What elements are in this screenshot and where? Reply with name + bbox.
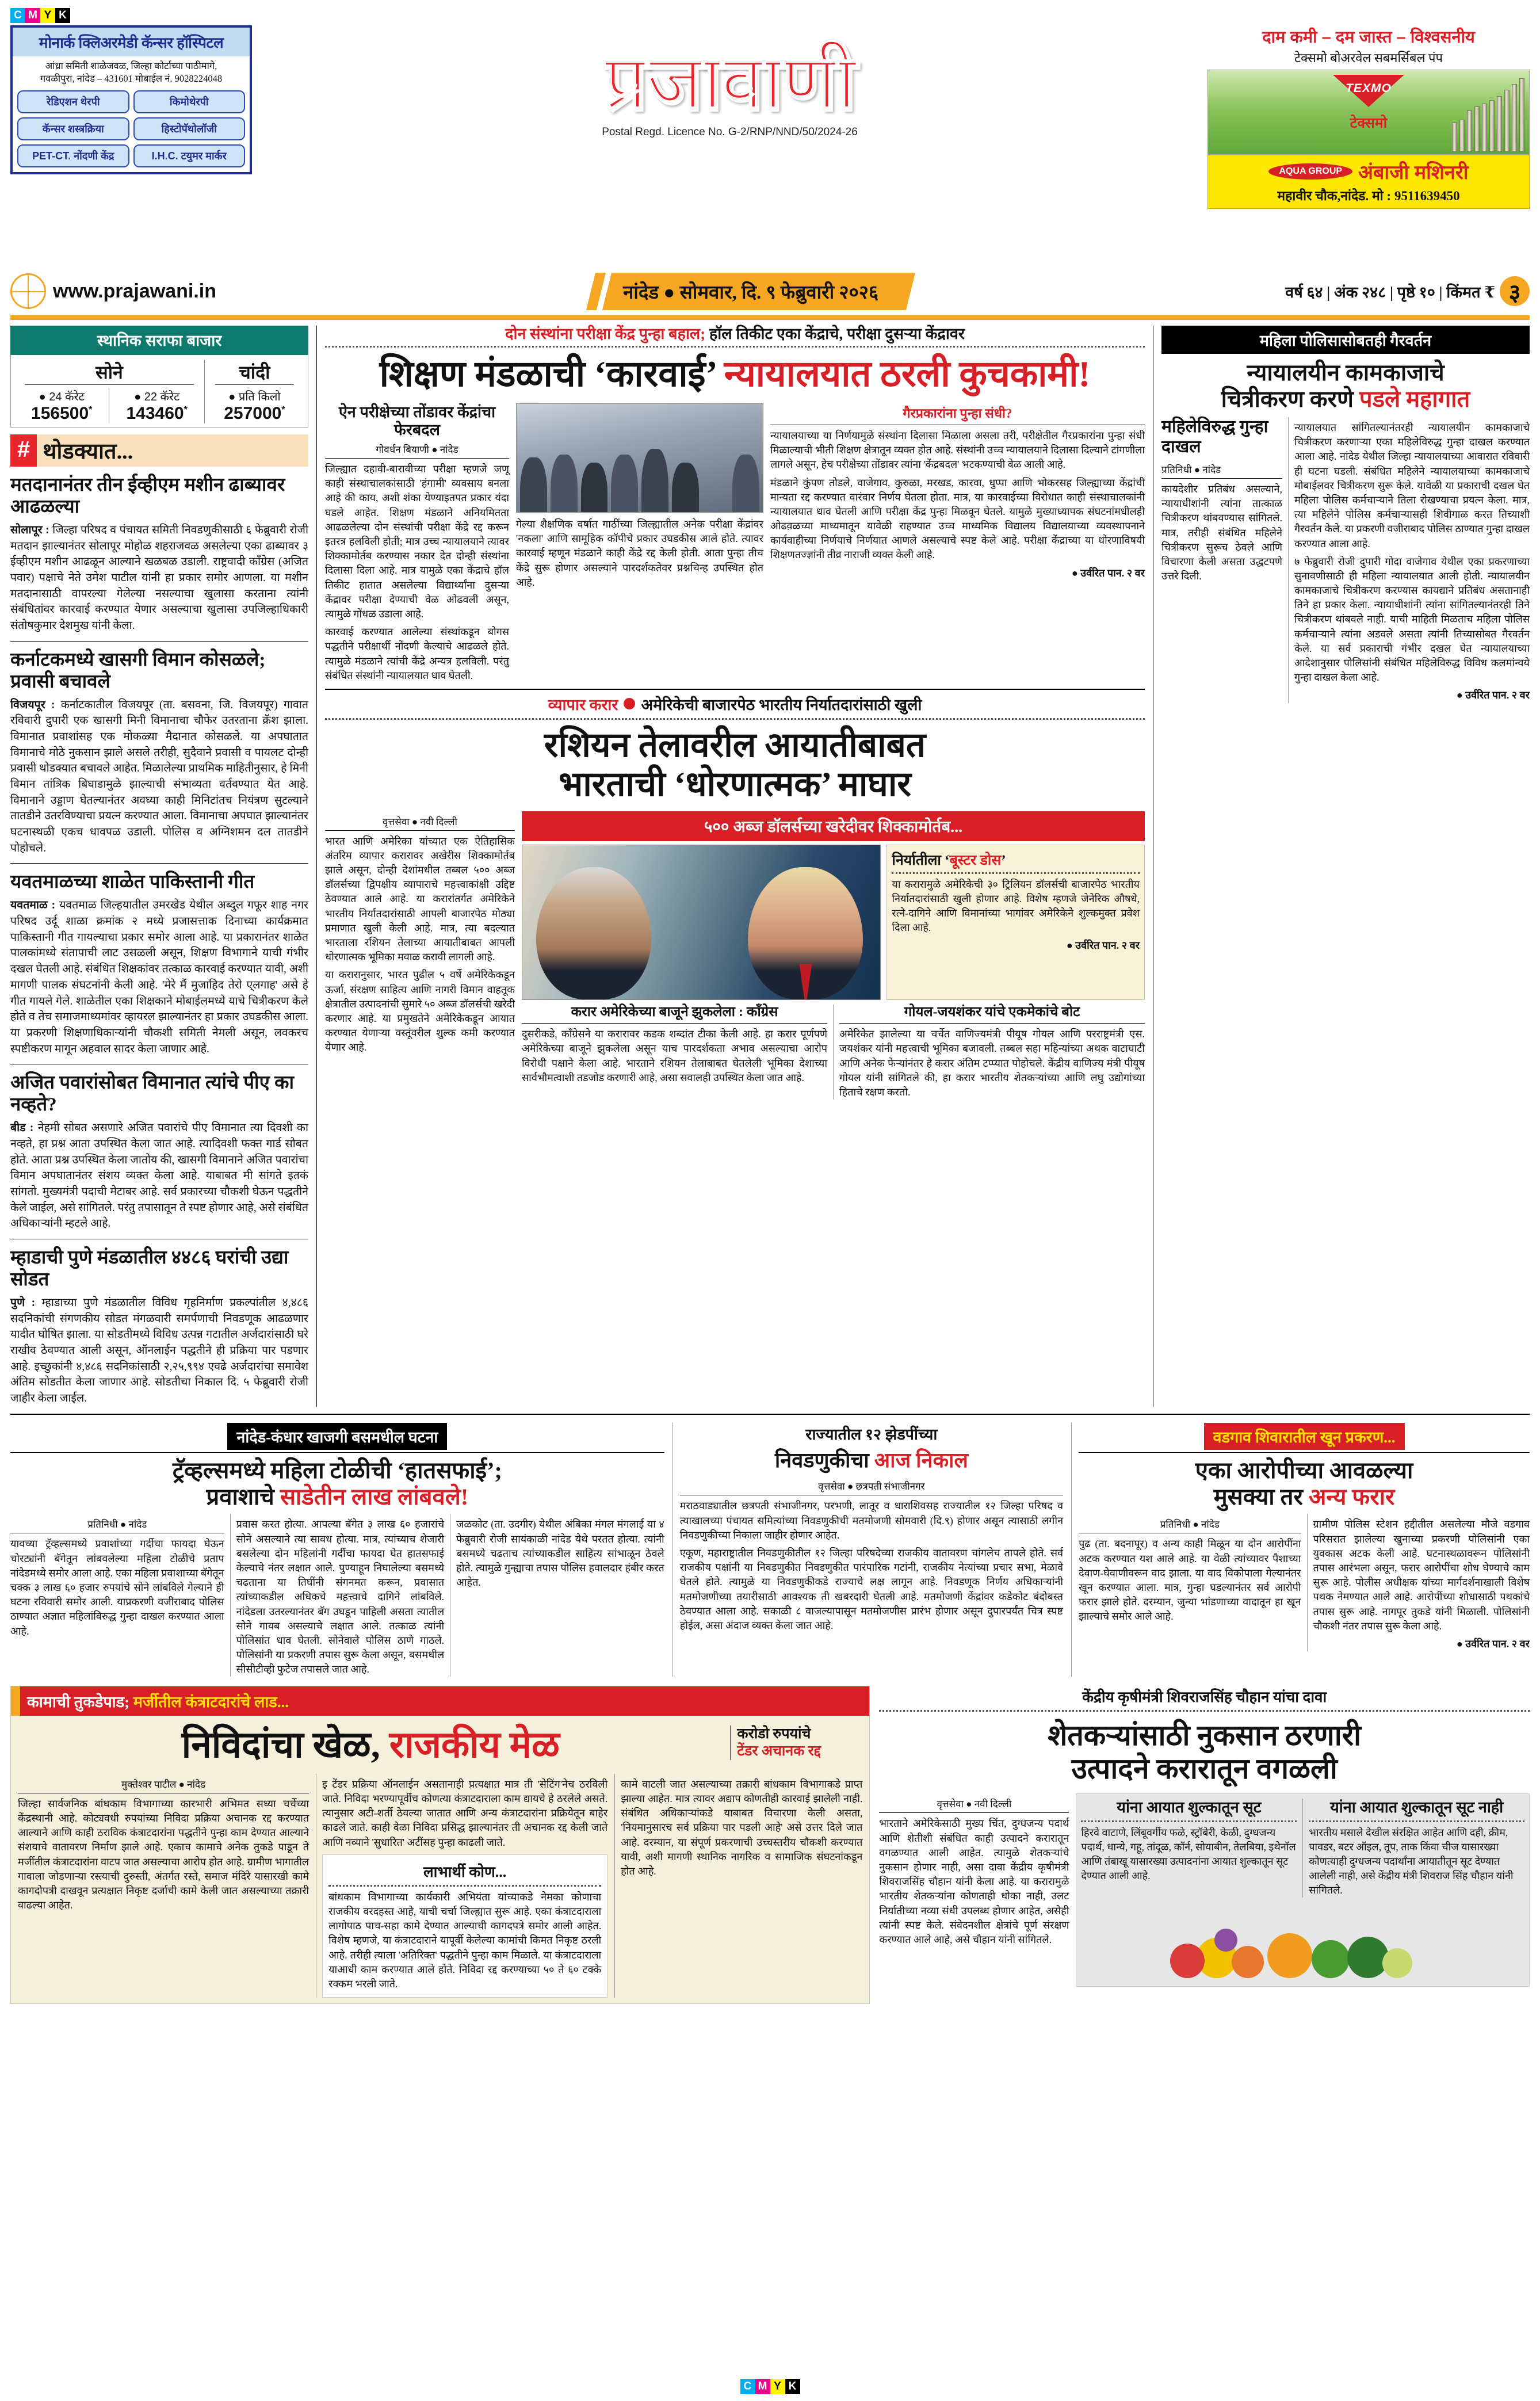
murder-head-line-2-red: अन्य फरार xyxy=(1308,1484,1395,1510)
lead-headline-red: न्यायालयात ठरली कुचकामी! xyxy=(724,353,1091,394)
tender-byline: मुक्तेश्वर पाटील ● नांदेड xyxy=(121,1778,206,1790)
texmo-product: टेक्समो बोअरवेल सबमर्सिबल पंप xyxy=(1294,51,1443,65)
tariff-not-exempt-col xyxy=(1302,1799,1524,1898)
court-col-2 xyxy=(1288,417,1530,703)
lead-box-body: न्यायालयाच्या या निर्णयामुळे संस्थांना दिलासा मिळाला असला तरी, परीक्षेतील गैरप्रकारांना पुन्हा संधी मिळाल्याची भीती शिक्षण क्षेत्रातून व्यक्त होत आहे. संस्थांनी उच्च न्यायालयाने दिलासा दिल्याने टांगणीला लागले असून, हेच परीक्षेच्या तोंडावर त्यांना 'केंद्रबदल' भटकण्याची वेळ आली आहे. xyxy=(770,429,1145,471)
texmo-dealer-strip xyxy=(1207,155,1530,209)
left-sidebar xyxy=(10,326,308,1407)
hospital-address-line-1: आंध्रा समिती शाळेजवळ, जिल्हा कोर्टाच्या पाठीमागे, xyxy=(45,60,217,71)
bus-story-band: नांदेड-कंधार खाजगी बसमधील घटना xyxy=(227,1423,447,1450)
brief-dateline: विजयपूर : xyxy=(10,698,55,711)
tender-head-black: निविदांचा खेळ, xyxy=(181,1724,380,1766)
pump-illustration xyxy=(1452,78,1524,152)
tender-band xyxy=(11,1686,869,1716)
service-ihc: I.H.C. टयुमर मार्कर xyxy=(133,144,246,167)
price-badge: ३ xyxy=(1500,276,1530,306)
main-content xyxy=(10,326,1530,1407)
bottom-band xyxy=(10,1686,1530,2004)
lead-col-1 xyxy=(325,403,509,683)
kisan-headline xyxy=(879,1712,1530,1790)
texmo-image xyxy=(1207,70,1530,155)
cmyk-m-bottom: M xyxy=(755,2379,770,2394)
kisan-head-line-2: उत्पादने करारातून वगळली xyxy=(1071,1753,1338,1785)
bus-head-line-2-black: प्रवाशाचे xyxy=(206,1484,274,1510)
hospital-services-grid xyxy=(13,88,250,167)
service-radiation: रेडिएशन थेरपी xyxy=(17,90,129,113)
brief-dateline: सोलापूर : xyxy=(10,524,49,536)
murder-story-headline xyxy=(1079,1453,1530,1514)
cmyk-c: C xyxy=(10,8,25,23)
brief-headline: म्हाडाची पुणे मंडळातील ४४८६ घरांची उद्या सोडत xyxy=(10,1247,289,1290)
trade-story xyxy=(325,690,1145,1100)
date-bar xyxy=(10,269,1530,313)
sarafa-heading: स्थानिक सराफा बाजार xyxy=(10,326,308,355)
murder-byline: प्रतिनिधी ● नांदेड xyxy=(1160,1519,1220,1530)
court-story-band: महिला पोलिसासोबतही गैरवर्तन xyxy=(1161,326,1530,354)
tariff-exempt-col xyxy=(1081,1799,1297,1898)
court-story-headline xyxy=(1161,354,1530,417)
tender-body-3: कामे वाटली जात असल्याच्या तक्रारी बांधकाम विभागाकडे प्राप्त झाल्या आहेत. मात्र त्यावर अद्याप कोणतीही कारवाई झालेली नाही. संबंधित अधिकाऱ्यांकडे याबाबत विचारणा केली असता, 'नियमानुसारच सर्व प्रक्रिया पार पडली आहे' असे उत्तर दिले जात आहे. दरम्यान, या संपूर्ण प्रकरणाची उच्चस्तरीय चौकशी करण्यात यावी, अशी मागणी स्थानिक नागरिक व सामाजिक संघटनांकडून होत आहे. xyxy=(621,1778,863,1877)
fruits-illustration xyxy=(1081,1901,1524,1982)
lead-body: जिल्ह्यात दहावी-बारावीच्या परीक्षा म्हणजे जणू काही संस्थाचालकांसाठी 'हंगामी' व्यवसाय बनला आहे की काय, अशी शंका येण्याइतपत प्रकार यंदा घडले आहेत. शिक्षण मंडळाने अनियमितता आढळलेल्या दोन संस्थांची परीक्षा केंद्रे रद्द करून इतरत्र हलविली होती; मात्र उच्च न्यायालयाने त्यावर शिक्कामोर्तब करण्यास नकार देत दोन्ही संस्थांना दिलासा दिला आहे. मात्र यामुळे एका केंद्राचे हॉल तिकीट हातात असलेल्या विद्यार्थ्यांना दुसऱ्या केंद्रावर परीक्षा देण्याची वेळ ओढवली असून, त्यामुळे गोंधळ उडाला आहे. xyxy=(325,463,509,620)
bus-head-line-1: ट्रॅव्हल्समध्ये महिला टोळीची ‘हातसफाई’; xyxy=(172,1457,502,1483)
tender-band-yellow: मर्जीतील कंत्राटदारांचे लाड... xyxy=(129,1693,289,1711)
court-body-1: कायदेशीर प्रतिबंध असल्याने, न्यायाधीशांनी त्यांना तात्काळ चित्रीकरण थांबवण्यास सांगितले. मात्र, तरीही संबंधित महिलेने चित्रीकरण सुरूच ठेवले आणि विचारणा केली असता उद्धटपणे उत्तरे दिली. xyxy=(1161,483,1282,582)
lead-body-2: कारवाई करण्यात आलेल्या संस्थांकडून बोगस पद्धतीने परीक्षार्थी नोंदणी केल्याचे आढळले होते. त्यामुळे मंडळाने त्यांची केंद्रे अन्यत्र हलविली. परंतु संबंधित संस्थांनी न्यायालयात धाव घेतली. xyxy=(325,626,509,681)
gold-divider xyxy=(10,315,1530,320)
brief-story-1 xyxy=(10,475,308,634)
kisan-head-line-1: शेतकऱ्यांसाठी नुकसान ठरणारी xyxy=(1048,1719,1362,1752)
trade-byline: वृत्तसेवा ● नवी दिल्ली xyxy=(383,816,457,827)
gold-24k: ● 24 कॅरेट 156500* xyxy=(31,391,93,423)
trade-caption-2: गोयल-जयशंकर यांचे एकमेकांचे बोट अमेरिकेत झालेल्या या चर्चेत वाणिज्यमंत्री पीयूष गोयल आणि परराष्ट्रमंत्री एस. जयशंकर यांनी महत्त्वाची भूमिका बजावली. तब्बल सहा महिन्यांच्या अथक वाटाघाटी आणि अनेक फेऱ्यांनंतर हे करार अंतिम टप्प्यात पोहोचले. केंद्रीय वाणिज्य मंत्री पीयूष गोयल यांनी सांगितले की, हा करार भारतीय शेतकऱ्यांच्या आणि लघु उद्योगांच्या हिताचे रक्षण करतो. xyxy=(833,1005,1145,1100)
brief-story-4 xyxy=(10,1072,308,1232)
brief-body: नेहमी सोबत असणारे अजित पवारांचे पीए विमानात त्या दिवशी का नव्हते, हा प्रश्न आता उपस्थित केला जात आहे. त्यादिवशी फक्त गार्ड सोबत होते. आता प्रश्न उपस्थित केला जातोय की, खासगी विमानाने अजित पवारांचा विमान अपघातानंतर संशय व्यक्त केला आहे. याबाबत मी सांगते इतकं सांगतो. मुख्यमंत्री पदाची मेटाबर आहे. सर्व प्रकारच्या चौकशी घेऊन पद्धतीने केले जाईल, असे सांगितले. परंतु तपासातून ते स्पष्ट होणार आहे, असे संबंधित अधिकाऱ्यांनी म्हटले आहे. xyxy=(10,1122,309,1230)
lead-col-2 xyxy=(516,403,763,683)
booster-jump[interactable]: ● उर्वरित पान. २ वर xyxy=(1066,940,1140,952)
texmo-brand-marathi: टेक्समो xyxy=(1350,116,1388,131)
court-jump[interactable]: ● उर्वरित पान. २ वर xyxy=(1456,689,1530,701)
silver-label: चांदी xyxy=(239,362,270,383)
hospital-address-line-2: गवळीपुरा, नांदेड – 431601 मोबाईल नं. 9028224048 xyxy=(40,73,223,85)
gold-22k: ● 22 कॅरेट 143460* xyxy=(109,388,204,423)
service-surgery: कॅन्सर शस्त्रक्रिया xyxy=(17,117,129,140)
kisan-body: भारताने अमेरिकेसाठी मुख्य चिंत, दुग्धजन्य पदार्थ आणि शेतीशी संबंधित काही उत्पादने करारातून वगळण्यात आली आहेत. त्यामुळे शेतकऱ्यांचे नुकसान होणार नाही, असा दावा केंद्रीय कृषीमंत्री शिवराजसिंह चौहान यांनी केला आहे. या करारामुळे भारतीय शेतकऱ्यांना कोणताही धोका नाही, उलट निर्यातीच्या नव्या संधी उपलब्ध होणार आहेत, असेही त्यांनी स्पष्ट केले. संवेदनशील क्षेत्रांचे पूर्ण संरक्षण करण्यात आले आहे, असे चौहान यांनी सांगितले. xyxy=(879,1818,1069,1945)
lead-jump-line[interactable]: ● उर्वरित पान. २ वर xyxy=(1071,567,1145,579)
kisan-tariff-table xyxy=(1076,1793,1530,1987)
court-byline: प्रतिनिधी ● नांदेड xyxy=(1161,464,1221,475)
lead-box-head: गैरप्रकारांना पुन्हा संधी? xyxy=(903,406,1012,421)
hospital-advertisement[interactable] xyxy=(10,25,252,174)
zp-byline: वृत्तसेवा ● छत्रपती संभाजीनगर xyxy=(818,1481,925,1492)
labharthi-body: बांधकाम विभागाच्या कार्यकारी अभियंता यांच्याकडे नेमका कोणाचा राजकीय वरदहस्त आहे, याची चर्चा जिल्ह्यात सुरू आहे. एका कंत्राटदाराला लागोपाठ पाच-सहा कामे देण्यात आल्याची कागदपत्रे समोर आली आहेत. विशेष म्हणजे, या कंत्राटदाराने यापूर्वी केलेल्या कामांची किमत निकृष्ट ठरली आहे. तरीही त्याला 'अतिरिक्त' पद्धतीने पुन्हा काम मिळाले. या कंत्राटदाराला याआधी काम करण्यात आले होते. निविदा रद्द करण्याच्या ५० ते ६० टक्के रक्कम भरली जाते. xyxy=(328,1891,602,1990)
brief-dateline: पुणे : xyxy=(10,1296,36,1309)
service-chemo: किमोथेरपी xyxy=(133,90,246,113)
court-body-2: न्यायालयात सांगितल्यानंतरही न्यायालयीन कामकाजाचे चित्रीकरण करणाऱ्या एका महिलेविरुद्ध गुन्हा दाखल करण्यात आला आहे. नांदेड येथील जिल्हा न्यायालयाच्या आवारात रविवारी ही घटना घडली. संबंधित महिलेने न्यायालयाच्या कामकाजाचे मोबाईलवर चित्रीकरण सुरू केले. यावेळी या प्रकाराची दखल घेत महिला पोलिस कर्मचाऱ्याने तिला रोखण्याचा प्रयत्न केला. मात्र, त्या महिलेने पोलिस कर्मचाऱ्यासही शिवीगाळ करत तिच्याशी गैरवर्तन केले. या प्रकरणी वजीराबाद पोलिस ठाण्यात गुन्हा दाखल करण्यात आला आहे. xyxy=(1294,422,1530,549)
texmo-advertisement[interactable] xyxy=(1207,25,1530,209)
tender-side-note: करोडो रुपयांचे टेंडर अचानक रद्द xyxy=(730,1726,862,1760)
tariff-exempt-head: यांना आयात शुल्कातून सूट xyxy=(1117,1799,1262,1816)
center-column xyxy=(325,326,1145,1407)
cmyk-k-bottom: K xyxy=(785,2379,800,2394)
thodkyat-label: थोडक्यात... xyxy=(37,434,308,467)
lead-subhead: ऐन परीक्षेच्या तोंडावर केंद्रांचा फेरबदल xyxy=(338,403,496,439)
brief-dateline: यवतमाळ : xyxy=(10,899,56,912)
exam-hall-photo xyxy=(516,403,763,513)
brief-body: यवतमाळ जिल्हयातील उमरखेड येथील अब्दुल गफूर शाह नगर परिषद उर्दू शाळा क्रमांक २ मध्ये प्रजासत्ताक दिनाच्या कार्यक्रमात पाकिस्तानी गीत गायल्याचा प्रकार समोर आला आहे. या प्रकारानंतर शाळेत पालकांमध्ये संतापाची लाट उसळली असून, शिक्षण विभागाने याची गंभीर दखल घेतली आहे. संबंधित शिक्षकांवर तत्काळ कारवाई करण्यात यावी, अशी मागणी पालक संघटनांनी केली आहे. 'मेरे मैं मुजाहिद तेरो ए्लगाह' असे हे गीत गायले गेले. शाळेतील एका शिक्षकाने मोबाईलमध्ये याचे चित्रीकरण केले होते व तेच समाजमाध्यमांवर व्हायरल झाल्यानंतर हा प्रकार उघडकीस आला. या प्रकरणी शिक्षणाधिकाऱ्यांनी चौकशी समिती नेमली असून, लवकरच स्पष्टीकरण मागून अहवाल सादर केला जाणार आहे. xyxy=(10,899,309,1055)
murder-body-2: ग्रामीण पोलिस स्टेशन हद्दीतील असलेल्या मौजे वडगाव परिसरात झालेल्या खुनाच्या प्रकरणी पोलिसांनी एका युवकास अटक केली आहे. घटनास्थळावरून पोलिसांनी तपास आरंभला असून, फरार आरोपींचा शोध घेण्याचे काम सुरू आहे. पोलीस अधीक्षक यांच्या मार्गदर्शनाखाली विशेष पथक नेमण्यात आले आहे. आरोपींच्या शोधासाठी पथकांचे तपास सुरू आहे. नागपूर तुकडे यांनी मिळाली. पोलिसांनी चौकशी नंतर तपास सुरू केला आहे. xyxy=(1313,1518,1530,1632)
cmyk-y-bottom: Y xyxy=(770,2379,785,2394)
trade-col-1 xyxy=(325,811,515,1100)
bus-body-1: यावच्या ट्रॅव्हल्समध्ये प्रवाशांच्या गर्दीचा फायदा घेऊन चोरट्यांनी बॅगेतून लांबवलेल्या महिला टोळीचे प्रताप नांदेडमध्ये समोर आला आहे. एका महिला प्रवाशाच्या बॅगेतून चक्क ३ लाख ६० हजार रुपयांचे सोने लांबविले गेल्याने ही घटना रविवारी समोर आली. याप्रकरणी वजीराबाद पोलिस ठाण्यात अज्ञात महिलांविरुद्ध गुन्हा दाखल करण्यात आला आहे. xyxy=(10,1538,224,1637)
gold-label: सोने xyxy=(95,362,123,383)
tender-head-red: राजकीय मेळ xyxy=(389,1724,560,1766)
murder-head-line-2-black: मुसक्या तर xyxy=(1213,1484,1303,1510)
texmo-logo-icon xyxy=(1325,75,1412,110)
murder-case-story xyxy=(1071,1423,1530,1677)
mid-stories-band xyxy=(10,1423,1530,1677)
website-url[interactable]: www.prajawani.in xyxy=(53,280,217,302)
brief-story-3 xyxy=(10,872,308,1057)
texmo-tagline: दाम कमी – दम जास्त – विश्वसनीय xyxy=(1262,28,1475,47)
dealer-name: अंबाजी मशिनरी xyxy=(1358,162,1469,184)
lead-col2-body: गेल्या शैक्षणिक वर्षात गाठींच्या जिल्ह्यातील अनेक परीक्षा केंद्रांवर 'नकला' आणि सामूहिक कॉपीचे प्रकार उघडकीस आले होते. त्यावर कारवाई म्हणून मंडळाने काही केंद्रे रद्द केली होती. आता पुन्हा तीच केंद्रे सुरू होणार असल्याने पारदर्शकतेवर प्रश्नचिन्ह उपस्थित होत आहे. xyxy=(516,518,763,588)
kisan-story xyxy=(879,1686,1530,2004)
murder-body-1: पुढ (ता. बदनापूर) व अन्य काही मिळून या दोन आरोपींना अटक करण्यात यश आले आहे. या वेळी त्यांच्यावर पैशाच्या देवाण-घेवाणीवरून वाद झाला. या वाद विकोपाला गेल्यानंतर खून करण्यात आला. मात्र, गुन्हा घडल्यानंतर सर्व आरोपी फरार झाले होते. दरम्यान, जुन्या भांडणाच्या वादातून हा खून झाल्याचे समोर आले आहे. xyxy=(1079,1538,1301,1623)
brief-story-2 xyxy=(10,650,308,857)
murder-head-line-1: एका आरोपीच्या आवळल्या xyxy=(1195,1457,1413,1483)
trade-headline-line-2: भारताची ‘धोरणात्मक’ माघार xyxy=(559,765,911,804)
brief-dateline: बीड : xyxy=(10,1122,34,1135)
lead-kicker-red: दोन संस्थांना परीक्षा केंद्र पुन्हा बहाल; xyxy=(505,325,706,342)
lead-byline: गोवर्धन बियाणी ● नांदेड xyxy=(376,444,458,456)
trade-kicker-black: अमेरिकेची बाजारपेठ भारतीय निर्यातदारांसाठी खुली xyxy=(641,696,922,713)
trump-portrait xyxy=(748,867,863,999)
volume-text: वर्ष ६४ | अंक २४८ | पृष्ठे १० | किंमत ₹ xyxy=(1285,283,1495,301)
bus-body-2: प्रवास करत होत्या. आपल्या बॅगेत ३ लाख ६० हजारांचे सोने असल्याने त्या सावध होत्या. मात्र, त्यांच्याच शेजारी बसलेल्या दोन महिलांनी गर्दीचा फायदा घेत हातसफाई केल्याचे नंतर लक्षात आले. पुण्याहून निघालेल्या बसमध्ये चढताना या तिघींनी संगनमत करून, प्रवासात त्यांच्याकडील अधिकचे महत्त्वाचे दागिने लांबविले. नांदेडला उतरल्यानंतर बॅग उघडून पाहिली असता त्यातील सोने गायब असल्याचे लक्षात आले. तत्काळ त्यांनी पोलिसांत धाव घेतली. सोनेवाले पोलिस ठाणे गाठले. पोलिसांनी या प्रकरणी तपास सुरू केला असून, बसमधील सीसीटीव्ही फुटेज तपासले जात आहे. xyxy=(236,1518,445,1675)
top-color-strip xyxy=(10,8,1530,25)
brief-body: जिल्हा परिषद व पंचायत समिती निवडणुकीसाठी ६ फेब्रुवारी रोजी मतदान झाल्यानंतर सोलापूर मोहोळ शहराजवळ असलेल्या एका ढाब्यावर ३ ईव्हीएम मशीन आढळून आल्याने खळबळ उडाली. राष्ट्रवादी काँग्रेस (अजित पवार) पक्षाचे नेते उमेश पाटील यांनी हा प्रकार समोर आणला. या मशीन मतदानासाठी वापरल्या गेलेल्या नसल्याचा खुलासा करताना त्यांनी संबंधितांवर कारवाई करण्यात येणार असल्याचा खुलासा उपजिल्हाधिकारी संतोषकुमार देशमुख यांनी केला. xyxy=(10,524,308,632)
brief-body: म्हाडाच्या पुणे मंडळातील विविध गृहनिर्माण प्रकल्पांतील ४,४८६ सदनिकांची संगणकीय सोडत मंगळवारी समर्पणाची निवडणूक आढळणार यादीत घोषित झाला. या सोडतीमध्ये विविध उत्पन्न गटातील अर्जदारांसाठी घरे राखीव ठेवण्यात आली असून, ऑनलाईन पद्धतीने ही प्रक्रिया पार पडणार आहे. इच्छुकांनी ४,४८६ सदनिकांसाठी २,२५,९९४ एवढे अर्जदारांचा समावेश अंतिम सोडतीत केला जाणार आहे. सोडतीचा निकाल दि. ५ फेब्रुवारी रोजी जाहीर केला जाईल. xyxy=(10,1296,308,1404)
trade-kicker xyxy=(325,690,1145,718)
tender-band-white: कामाची तुकडेपाड; xyxy=(27,1693,130,1711)
zp-head-black: निवडणुकीचा xyxy=(774,1448,869,1472)
labharthi-head: लाभार्थी कोण... xyxy=(423,1863,507,1880)
kisan-col-1 xyxy=(879,1793,1069,1987)
zp-body-1: मराठवाड्यातील छत्रपती संभाजीनगर, परभणी, लातूर व धाराशिवसह राज्यातील १२ जिल्हा परिषद व त्याखालच्या पंचायत समित्यांच्या निवडणुकीची मतमोजणी सोमवारी (दि.९) होणार असून त्यासाठी लगीन निवडणुकीच्या निकाला जाहीर होणार आहेत. xyxy=(679,1500,1064,1541)
bus-head-line-2-red: साडेतीन लाख लांबवले! xyxy=(280,1484,469,1510)
court-head-line-1: न्यायालयीन कामकाजाचे xyxy=(1247,360,1445,385)
modi-portrait xyxy=(536,867,651,999)
brief-story-5 xyxy=(10,1247,308,1407)
globe-icon xyxy=(10,273,46,309)
brief-headline: यवतमाळच्या शाळेत पाकिस्तानी गीत xyxy=(10,872,255,893)
labharthi-box xyxy=(322,1854,607,1998)
page-header xyxy=(10,25,1530,267)
kisan-byline: वृत्तसेवा ● नवी दिल्ली xyxy=(937,1799,1012,1810)
lead-kicker xyxy=(325,326,1145,346)
hash-icon: # xyxy=(10,434,37,467)
trade-banner: ५०० अब्ज डॉलर्सच्या खरेदीवर शिक्कामोर्तब... xyxy=(522,811,1145,841)
brief-headline: कर्नाटकमध्ये खासगी विमान कोसळले; प्रवासी बचावले xyxy=(10,649,266,692)
thodkyat-banner xyxy=(10,434,308,467)
court-filming-story xyxy=(1161,326,1530,703)
lead-col-3 xyxy=(770,403,1145,683)
court-head-line-2-red: पडले महागात xyxy=(1359,386,1470,412)
bullet-dot-icon xyxy=(624,698,635,709)
tender-story xyxy=(10,1686,870,2004)
brief-headline: मतदानानंतर तीन ईव्हीएम मशीन ढाब्यावर आढळल्या xyxy=(10,475,285,517)
lead-story xyxy=(325,326,1145,683)
zp-story-headline xyxy=(680,1444,1063,1476)
cmyk-c-bottom: C xyxy=(740,2379,755,2394)
trade-caption-1: करार अमेरिकेच्या बाजूने झुकलेला : काँग्रेस दुसरीकडे, काँग्रेसने या करारावर कडक शब्दांत टीका केली आहे. हा करार पूर्णपणे अमेरिकेच्या बाजूने झुकलेला असून याच पारदर्शकता अभाव असल्याचा आरोप विरोधी पक्षाने केला आहे. भारताने रशियन तेलाबाबत घेतलेली भूमिका देशाच्या सार्वभौमत्वाशी तडजोड करणारी आहे, असा सवालही उपस्थित केला जात आहे. xyxy=(522,1004,827,1083)
tender-body-1: जिल्हा सार्वजनिक बांधकाम विभागाच्या कारभारी अभिमत सध्या चर्चेच्या केंद्रस्थानी आहे. कोट्यवधी रुपयांच्या निविदा प्रक्रिया अचानक रद्द करण्यात आल्याने आणि काही ठराविक कंत्राटदारांना पद्धतीने पुन्हा काम देण्यात आल्याने संशयाचे वातावरण निर्माण झाले आहे. एकाच कामाचे अनेक तुकडे पाडून ते मर्जीतील कंत्राटदारांना वाटप जात असल्याचा आरोप होत आहे. ग्रामीण भागातील गावाला जोडणाऱ्या रस्त्याची दुरुस्ती, अंतर्गत रस्ते, समाज मंदिरे यासारखी कामे कागदोपत्री दाखवून प्रत्यक्षात निकृष्ट दर्जाची कामे केली जात असल्याच्या तक्रारी वाढल्या आहेत. xyxy=(18,1797,309,1911)
zp-body-2: एकूण, महाराष्ट्रातील निवडणुकीतील १२ जिल्हा परिषदेच्या राजकीय वातावरण चांगलेच तापले होते. सर्व राजकीय पक्षांनी या निवडणुकीत निवडणुकीत पारंपारिक गटांनी, राजकीय नेत्यांच्या प्रचार सभा, मेळावे घेतले होते. त्यामुळे या निवडणुकीकडे राज्याचे लक्ष लागून आहे. निवडणूक निर्णय अधिकाऱ्यांनी मतमोजणीच्या तयारीसाठी आवश्यक ती खबरदारी घेतली आहे. मतमोजणी केंद्रांवर कडेकोट बंदोबस्त ठेवण्यात आला आहे. सकाळी ८ वाजल्यापासून मतमोजणीस प्रारंभ होणार असून दुपारपर्यंत चित्र स्पष्ट होईल, असा अंदाज व्यक्त केला जात आहे. xyxy=(679,1547,1064,1631)
cmyk-bar-bottom xyxy=(740,2379,800,2394)
trade-body-2: या करारानुसार, भारत पुढील ५ वर्षे अमेरिकेकडून ऊर्जा, संरक्षण साहित्य आणि नागरी विमान वाहतूक क्षेत्रातील उत्पादनांची सुमारे ५० अब्ज डॉलर्सची खरेदी करणार आहे. या प्रमुखतेने अमेरिकेकडून आयात करण्यात येणाऱ्या वस्तूंवरील शुल्क कमी करण्यात येणार आहे. xyxy=(325,969,515,1053)
tariff-not-exempt-head: यांना आयात शुल्कातून सूट नाही xyxy=(1330,1799,1504,1816)
cmyk-y: Y xyxy=(40,8,55,23)
bus-theft-story xyxy=(10,1423,664,1677)
booster-head: निर्यातीला ‘बूस्टर डोस’ xyxy=(892,852,1006,868)
lead-kicker-black: हॉल तिकीट एका केंद्राचे, परीक्षा दुसऱ्या केंद्रावर xyxy=(705,325,965,342)
silver-per-kg: ● प्रति किलो 257000* xyxy=(224,391,285,423)
court-body-3: ७ फेब्रुवारी रोजी दुपारी गोदा वाजेगाव येथील एका प्रकरणाच्या सुनावणीसाठी ही महिला न्यायालयात आली होती. न्यायालयीन कामकाजाचे चित्रीकरण करण्यास कायद्याने प्रतिबंध असतानाही तिने हा प्रकार केला. न्यायाधीशांनी त्यांना सांगितल्यानंतरही तिने चित्रीकरण थांबवले नाही. याची माहिती मिळताच महिला पोलिस कर्मचाऱ्याने त्यांना अडवले असता त्यांनी तिच्यासोबत गैरवर्तन केले. या सर्व प्रकाराची गंभीर दखल घेत न्यायालयाच्या आदेशानुसार पोलिसांनी संबंधित महिलेविरुद्ध विविध कलमांन्वये गुन्हा दाखल केला आहे. xyxy=(1294,555,1530,684)
dealer-address: महावीर चौक,नांदेड. मो : 9511639450 xyxy=(1277,189,1460,203)
trade-headline xyxy=(325,720,1145,808)
zp-story-kicker: राज्यातील १२ झेडपींच्या xyxy=(805,1425,938,1443)
dateline-text: नांदेड ● सोमवार, दि. ९ फेब्रुवारी २०२६ xyxy=(623,282,879,303)
trade-col-2 xyxy=(522,811,1145,1100)
volume-info xyxy=(1285,276,1530,306)
brief-body: कर्नाटकातील विजयपूर (ता. बसवना, जि. विजयपूर) गावात रविवारी दुपारी एक खासगी मिनी विमानाचा चौफेर उतरताना क्रॅश झाला. विमानात प्रवाशांसह एक मोकळ्या मैदानात कोसळले. या अपघातात विमानाचे मोठे नुकसान झाले असले तरीही, सुदैवाने प्रवासी व पायलट दोन्ही प्रवासी थोडक्यात बचावले आहेत. मिळालेल्या प्राथमिक माहितीनुसार, हे मिनी विमान तांत्रिक बिघाडामुळे झाल्याची संभाव्यता वर्तवण्यात येत आहे. विमानाने उड्डाण घेतल्यानंतर अवघ्या काही मिनिटांतच नियंत्रण सुटल्याने तातडीने उतरविण्याचा प्रयत्न करण्यात आला. विमानाचा अपघात झाल्यानंतर घटनास्थळी एकच धावपळ उडाली. पोलिस व अग्निशमन दल तातडीने पोहोचले. xyxy=(10,698,308,854)
trade-body-1: भारत आणि अमेरिका यांच्यात एक ऐतिहासिक अंतरिम व्यापार करारावर अखेरीस शिक्कामोर्तब झाले असून, दोन्ही देशांमधील तब्बल ५०० अब्ज डॉलर्सच्या द्विपक्षीय व्यापाराचे महत्त्वाकांक्षी उद्दिष्ट ठेवण्यात आले आहे. या करारांतर्गत अमेरिकेने भारतीय निर्यातदारांसाठी आपली बाजारपेठ मोठ्या प्रमाणात खुली केली आहे. मात्र, त्या बदल्यात भारताला रशियन तेलाच्या आयातीबाबत आपली धोरणात्मक भूमिका मवाळ करावी लागली आहे. xyxy=(325,835,515,963)
court-head-line-2-black: चित्रीकरण करणे xyxy=(1221,386,1354,412)
court-col-1 xyxy=(1161,417,1282,703)
lead-col3-body: मंडळाने कुंपण तोडले, वाजेगाव, कुरुळा, मरखड, कारवा, धुप्पा आणि भोकरसह जिल्ह्याच्या केंद्रांची मान्यता रद्द करण्यात वारंवार निर्णय घेतला होता. मात्र, या कारवाईच्या विरोधात काही संस्थाचालकांनी न्यायालयात धाव घेतली आणि परीक्षा केंद्र पुन्हा मिळवून घेतले. यामुळे मुख्याध्यापक संघटनांमधीलही ओढव़ळच्या माध्यमातून यावेळी राहण्यात उच्च माध्यमिक विद्यालय विद्यालयाच्या व्यवस्थापनाने कार्यवाहीच्या निर्णयाचे निर्णयात आणले असल्याचे स्पष्ट केले आहे. परीक्षा केंद्राच्या या धोरणाविषयी शिक्षणतज्ज्ञांनी तीव्र नाराजी व्यक्त केली आहे. xyxy=(770,476,1145,561)
zp-head-red: आज निकाल xyxy=(874,1448,968,1472)
booster-box xyxy=(886,845,1145,1000)
bus-body-3: जळकोट (ता. उदगीर) येथील अंबिका मंगल मंगलाई या ४ फेब्रुवारी रोजी सायंकाळी नांदेड येथे परतत होत्या. त्यांनी बसमध्ये चढताच त्यांच्याकडील साहित्य सांभाळून ठेवले होते. त्यामुळे गुन्ह्याचा तपास पोलिस हवालदार हंबीर करत आहेत. xyxy=(456,1518,664,1589)
kisan-kicker: केंद्रीय कृषीमंत्री शिवराजसिंह चौहान यांचा दावा xyxy=(1082,1689,1327,1706)
sarafa-widget xyxy=(10,326,308,427)
trade-kicker-red: व्यापार करार xyxy=(548,696,618,713)
tariff-exempt-body: हिरवे वाटाणे, लिंबूवर्गीय फळे, स्ट्रॉबेरी, केळी, दुग्धजन्य पदार्थ, धान्ये, गहू, तांदूळ, कॉर्न, सोयाबीन, तेलबिया, इथेनॉल आणि तंबाखू यासारख्या उत्पादनांना आयात शुल्कातून सूट देण्यात आली आहे. xyxy=(1081,1826,1296,1882)
cmyk-k: K xyxy=(55,8,70,23)
masthead xyxy=(258,25,1202,139)
lead-headline xyxy=(325,348,1145,400)
bus-story-headline xyxy=(10,1453,664,1514)
dateline-band xyxy=(586,273,915,310)
modi-trump-photo xyxy=(522,845,881,1000)
right-column xyxy=(1161,326,1530,1407)
murder-jump[interactable]: ● उर्वरित पान. २ वर xyxy=(1456,1637,1530,1650)
newspaper-title: प्रजावाणी xyxy=(604,40,855,124)
bus-byline: प्रतिनिधी ● नांदेड xyxy=(87,1519,147,1530)
lead-headline-black: शिक्षण मंडळाची ‘कारवाई’ xyxy=(379,353,717,394)
postal-licence: Postal Regd. Licence No. G-2/RNP/NND/50/2024-26 xyxy=(602,126,858,139)
murder-story-band: वडगाव शिवारातील खून प्रकरण... xyxy=(1204,1423,1405,1450)
cmyk-m: M xyxy=(25,8,40,23)
hospital-name: मोनार्क क्लिअरमेडी कॅन्सर हॉस्पिटल xyxy=(13,28,250,56)
zp-election-story xyxy=(672,1423,1063,1677)
aqua-group-badge: AQUA GROUP xyxy=(1268,163,1352,180)
cmyk-bar-top xyxy=(10,8,70,23)
booster-body: या करारामुळे अमेरिकेची ३० ट्रिलियन डॉलर्सची बाजारपेठ भारतीय निर्यातदारांसाठी खुली होणार आहे. विशेष म्हणजे जेनेरिक औषधे, रत्ने-दागिने आणि विमानांच्या भागांवर अमेरिकेने शुल्कमुक्त प्रवेश दिला आहे. xyxy=(892,878,1140,934)
tariff-not-exempt-body: भारतीय मसाले देखील संरक्षित आहेत आणि दही, क्रीम, पावडर, बटर ऑइल, तूप, ताक किंवा चीज यासारख्या कोणत्याही दुग्धजन्य पदार्थांना आयातीतून सूट देण्यात आलेली नाही, असे केंद्रीय मंत्री शिवराज सिंह चौहान यांनी सांगितले. xyxy=(1309,1826,1514,1896)
trade-headline-line-1: रशियन तेलावरील आयातीबाबत xyxy=(544,726,926,764)
court-subhead: महिलेविरुद्ध गुन्हा दाखल xyxy=(1161,417,1268,456)
tender-headline xyxy=(18,1716,723,1769)
texmo-brand: TEXMO xyxy=(1346,82,1392,95)
service-petct: PET-CT. नोंदणी केंद्र xyxy=(17,144,129,167)
tender-body-2: इ टेंडर प्रक्रिया ऑनलाईन असतानाही प्रत्यक्षात मात्र ती 'सेटिंग'नेच ठरविली जाते. निविदा भरण्यापूर्वीच कोणत्या कंत्राटदाराला काम द्यायचे हे ठरलेले असते. त्यानुसार अटी-शर्ती ठेवल्या जातात आणि अन्य कंत्राटदारांना प्रक्रियेतून बाहेर काढले जाते. काही वेळा निविदा प्रसिद्ध झाल्यानंतर ती अचानक रद्द केली जाते आणि नव्याने 'सुधारित' अटींसह पुन्हा काढली जाते. xyxy=(322,1778,608,1848)
brief-headline: अजित पवारांसोबत विमानात त्यांचे पीए का नव्हते? xyxy=(10,1072,294,1116)
service-histopathology: हिस्टोपॅथोलॉजी xyxy=(133,117,246,140)
